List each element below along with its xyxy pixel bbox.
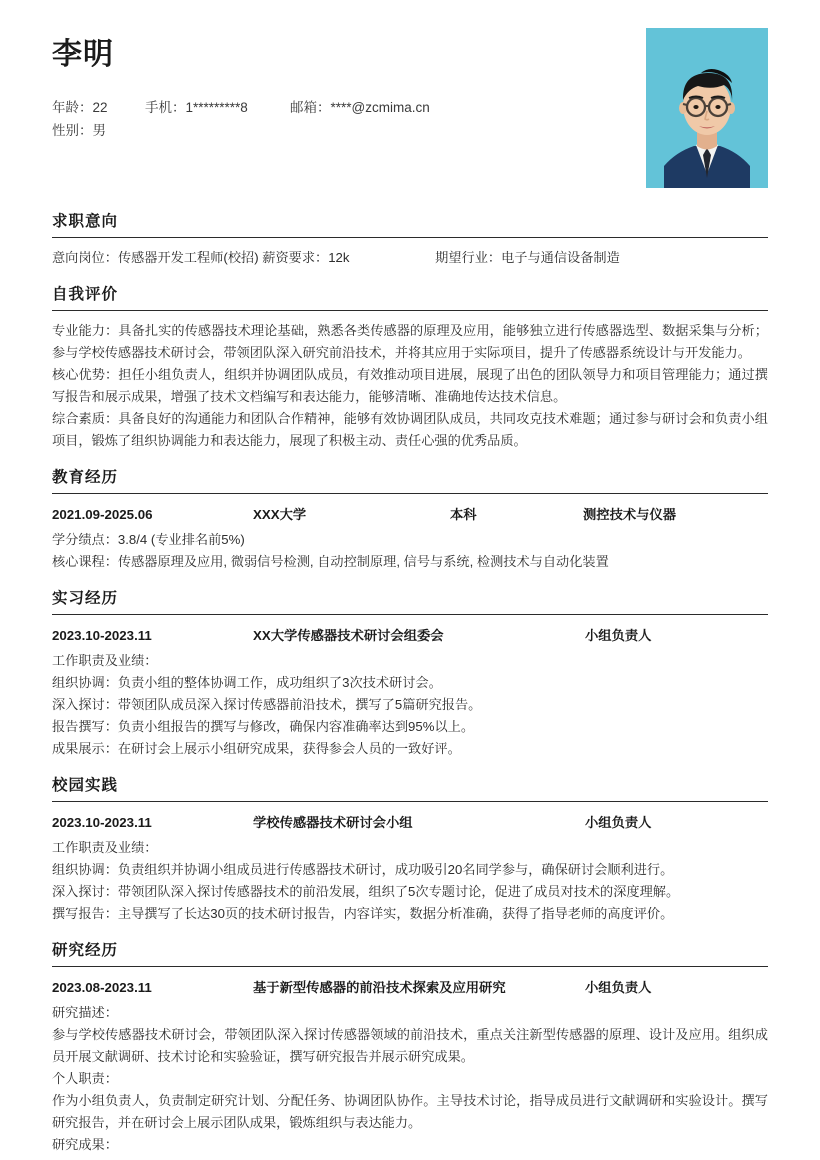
research-desc-label: 研究描述： [52, 1004, 118, 1020]
salary-label: 薪资要求： [262, 250, 329, 265]
self-evaluation-paragraph: 专业能力：具备扎实的传感器技术理论基础，熟悉各类传感器的原理及应用，能够独立进行传感器选型、数据采集与分析；参与学校传感器技术研讨会，带领团队深入研究前沿技术，并将其应用于实际项目，提升了传感器系统设计与开发能力。 [52, 322, 768, 360]
internship-item: 成果展示：在研讨会上展示小组研究成果，获得参会人员的一致好评。 [52, 740, 461, 756]
campus-item: 组织协调：负责组织并协调小组成员进行传感器技术研讨，成功吸引20名同学参与，确保研讨会顺利进行。 [52, 861, 674, 877]
research-date: 2023.08-2023.11 [52, 979, 152, 995]
section-self-evaluation [0, 283, 820, 452]
section-title-job-intent: 求职意向 [52, 213, 119, 230]
education-major: 测控技术与仪器 [583, 506, 677, 522]
industry-value: 电子与通信设备制造 [501, 250, 620, 265]
phone-label: 手机： [145, 100, 186, 115]
section-title-research: 研究经历 [52, 941, 119, 959]
salary-value: 12k [328, 250, 350, 265]
education-date: 2021.09-2025.06 [52, 506, 153, 522]
contact-field-email [290, 96, 490, 119]
internship-entry-row [52, 624, 768, 648]
section-divider [52, 493, 768, 494]
research-duty-text: 作为小组负责人，负责制定研究计划、分配任务、协调团队协作。主导技术讨论，指导成员进行文献调研和实验设计。撰写研究报告，并在研讨会上展示团队成果，锻炼组织与表达能力。 [52, 1092, 768, 1130]
education-courses: 核心课程：传感器原理及应用, 微弱信号检测, 自动控制原理, 信号与系统, 检测技术与自动化装置 [52, 553, 609, 569]
campus-duties-label: 工作职责及业绩： [52, 839, 158, 855]
campus-role: 小组负责人 [585, 814, 652, 830]
education-degree: 本科 [450, 506, 477, 522]
section-title-self-evaluation: 自我评价 [52, 285, 119, 303]
section-head-internship [52, 587, 768, 615]
section-job-intent [0, 210, 820, 269]
research-role: 小组负责人 [585, 979, 652, 995]
self-evaluation-paragraph: 综合素质：具备良好的沟通能力和团队合作精神，能够有效协调团队成员，共同攻克技术难题；通过参与研讨会和负责小组项目，锻炼了组织协调能力和表达能力，展现了积极主动、责任心强的优秀品质。 [52, 410, 768, 448]
internship-item: 深入探讨：带领团队成员深入探讨传感器前沿技术，撰写了5篇研究报告。 [52, 696, 482, 712]
phone-value: 1*********8 [185, 100, 248, 115]
position-label: 意向岗位： [52, 250, 118, 265]
internship-item: 报告撰写：负责小组报告的撰写与修改，确保内容准确率达到95%以上。 [52, 718, 475, 734]
campus-entry-row [52, 811, 768, 835]
resume-header [0, 0, 820, 196]
section-head-self-evaluation [52, 283, 768, 311]
internship-date: 2023.10-2023.11 [52, 627, 152, 643]
section-title-internship: 实习经历 [52, 589, 119, 607]
section-research [0, 939, 820, 1156]
age-value: 22 [92, 100, 108, 115]
industry-label: 期望行业： [435, 250, 502, 265]
education-school: XXX大学 [253, 506, 307, 522]
campus-item: 深入探讨：带领团队深入探讨传感器技术的前沿发展，组织了5次专题讨论，促进了成员对技术的深度理解。 [52, 883, 680, 899]
section-title-education: 教育经历 [52, 468, 119, 486]
age-label: 年龄： [52, 100, 93, 115]
job-intent-row [52, 247, 768, 269]
education-gpa: 学分绩点：3.8/4 (专业排名前5%) [52, 531, 245, 547]
campus-date: 2023.10-2023.11 [52, 814, 152, 830]
research-entry-row [52, 976, 768, 1000]
email-value: ****@zcmima.cn [330, 100, 430, 115]
section-divider [52, 310, 768, 311]
campus-org: 学校传感器技术研讨会小组 [253, 814, 413, 830]
position-value: 传感器开发工程师(校招) [117, 250, 259, 265]
contact-field-age [52, 96, 145, 119]
section-title-campus-practice: 校园实践 [52, 776, 119, 794]
section-head-campus-practice [52, 774, 768, 802]
internship-duties-label: 工作职责及业绩： [52, 652, 158, 668]
section-education [0, 466, 820, 573]
section-head-research [52, 939, 768, 967]
section-campus-practice [0, 774, 820, 925]
contact-field-phone [145, 96, 290, 119]
page-title: 李明 [52, 38, 114, 71]
internship-role: 小组负责人 [585, 627, 652, 643]
education-entry-row [52, 503, 768, 527]
section-divider [52, 614, 768, 615]
research-duty-label: 个人职责： [52, 1070, 118, 1086]
section-divider [52, 966, 768, 967]
campus-item: 撰写报告：主导撰写了长达30页的技术研讨报告，内容详实，数据分析准确，获得了指导老师的高度评价。 [52, 905, 674, 921]
gender-label: 性别： [52, 123, 93, 138]
research-org: 基于新型传感器的前沿技术探索及应用研究 [253, 979, 506, 995]
self-evaluation-paragraph: 核心优势：担任小组负责人，组织并协调团队成员，有效推动项目进展，展现了出色的团队领导力和项目管理能力；通过撰写报告和展示成果，增强了技术文档编写和表达能力，能够清晰、准确地传达技术信息。 [52, 366, 768, 404]
contact-field-gender [52, 119, 145, 142]
section-head-job-intent [52, 210, 768, 238]
email-label: 邮箱： [290, 100, 331, 115]
research-desc-text: 参与学校传感器技术研讨会，带领团队深入探讨传感器领域的前沿技术，重点关注新型传感器的原理、设计及应用。组织成员开展文献调研、技术讨论和实验验证，撰写研究报告并展示研究成果。 [52, 1026, 768, 1064]
gender-value: 男 [92, 123, 106, 138]
avatar [646, 28, 768, 188]
internship-item: 组织协调：负责小组的整体协调工作，成功组织了3次技术研讨会。 [52, 674, 442, 690]
section-divider [52, 801, 768, 802]
section-head-education [52, 466, 768, 494]
section-divider [52, 237, 768, 238]
research-result-label: 研究成果： [52, 1136, 118, 1152]
section-internship [0, 587, 820, 760]
internship-org: XX大学传感器技术研讨会组委会 [253, 627, 444, 643]
